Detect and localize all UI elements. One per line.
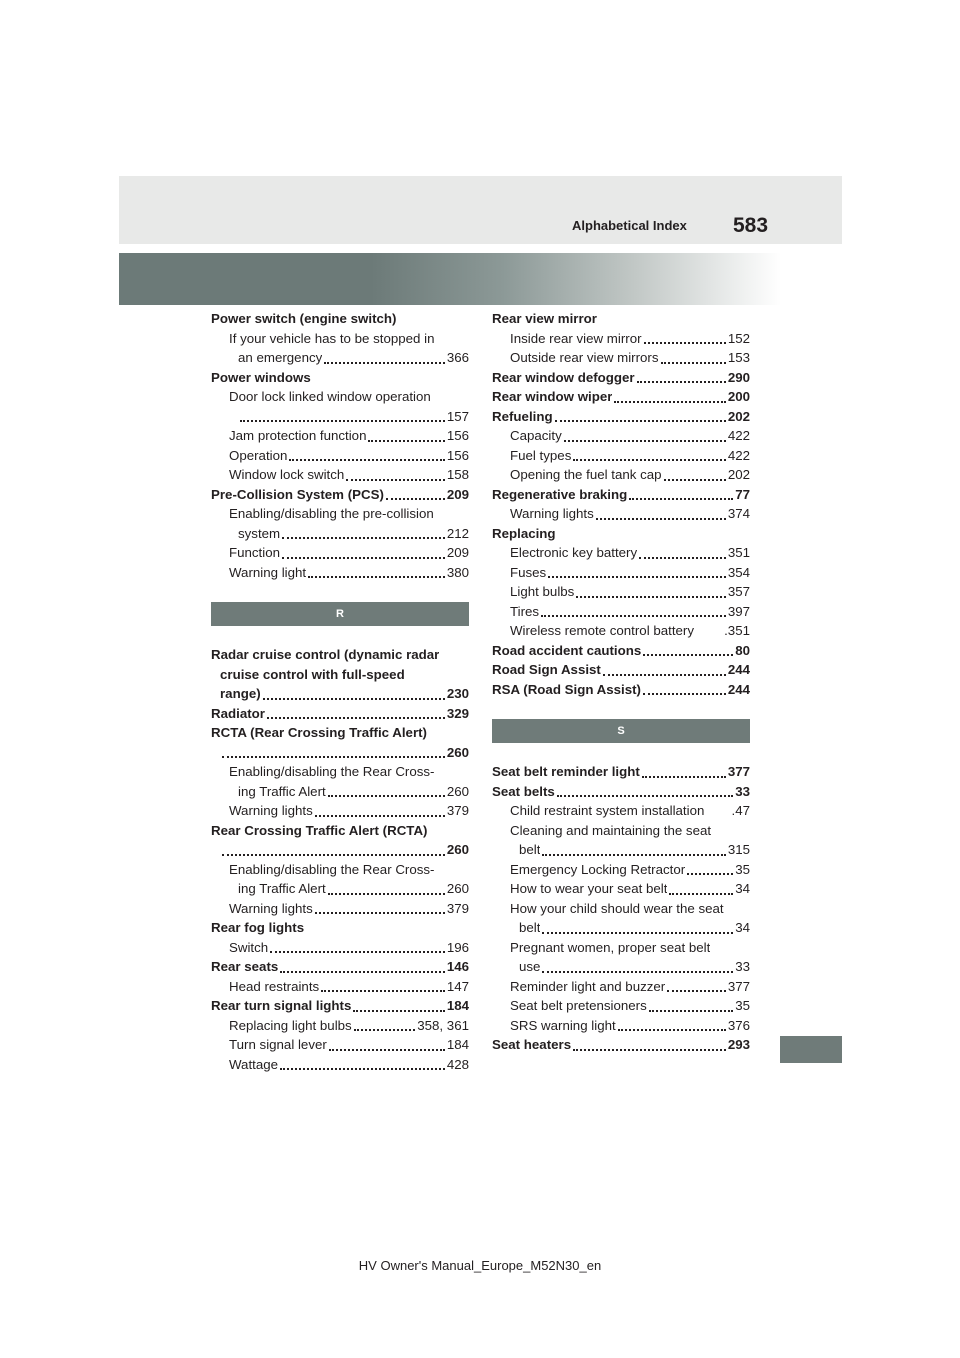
index-entry-label: Enabling/disabling the Rear Cross- bbox=[229, 861, 435, 877]
dot-leader bbox=[618, 1029, 726, 1031]
dot-leader bbox=[328, 795, 445, 797]
index-entry-label: Warning light bbox=[229, 564, 307, 580]
index-entry-page: 200 bbox=[727, 389, 750, 404]
dot-leader bbox=[542, 932, 733, 934]
index-entry-page: 34 bbox=[735, 920, 750, 935]
index-entry bbox=[211, 957, 469, 977]
index-entry-label: How your child should wear the seat bbox=[510, 900, 724, 916]
index-entry-label: Pregnant women, proper seat belt bbox=[510, 939, 711, 955]
index-entry bbox=[211, 387, 469, 407]
index-entry bbox=[211, 446, 469, 466]
dot-leader bbox=[368, 440, 444, 442]
index-entry-page: 377 bbox=[727, 978, 750, 994]
index-entry-label: Replacing light bulbs bbox=[229, 1017, 352, 1033]
index-entry-label: Rear view mirror bbox=[492, 311, 597, 326]
index-entry bbox=[492, 801, 750, 821]
section-title: Alphabetical Index bbox=[572, 218, 687, 233]
dot-leader bbox=[603, 674, 726, 676]
index-entry bbox=[211, 426, 469, 446]
dot-leader bbox=[664, 479, 726, 481]
index-entry-page: 329 bbox=[446, 705, 469, 721]
index-entry-page: 260 bbox=[446, 783, 469, 799]
index-entry-label: Rear fog lights bbox=[211, 920, 305, 935]
dot-leader bbox=[346, 479, 445, 481]
dot-leader bbox=[289, 459, 444, 461]
dot-leader bbox=[542, 971, 733, 973]
index-entry bbox=[492, 918, 750, 938]
index-entry-page: 366 bbox=[446, 350, 469, 365]
index-entry-label: belt bbox=[519, 920, 541, 935]
index-entry-page: 33 bbox=[735, 959, 750, 974]
index-entry bbox=[211, 782, 469, 802]
index-entry-page: 422 bbox=[727, 447, 750, 463]
index-entry-page: 377 bbox=[727, 764, 750, 779]
index-entry-label: cruise control with full-speed bbox=[220, 666, 405, 682]
index-entry bbox=[492, 899, 750, 919]
index-entry bbox=[492, 840, 750, 860]
dot-leader bbox=[576, 596, 725, 598]
index-entry-label: Function bbox=[229, 545, 280, 560]
index-entry bbox=[492, 680, 750, 700]
index-entry-label: Radiator bbox=[211, 705, 265, 721]
index-entry bbox=[211, 762, 469, 782]
index-entry bbox=[492, 821, 750, 841]
header-gradient-bar bbox=[119, 253, 781, 305]
dot-leader bbox=[649, 1010, 733, 1012]
index-entry bbox=[492, 524, 750, 544]
index-entry-page: 357 bbox=[727, 584, 750, 599]
index-entry-label: Window lock switch bbox=[229, 467, 345, 482]
index-entry-label: Rear turn signal lights bbox=[211, 998, 352, 1013]
index-entry-label: Rear seats bbox=[211, 959, 279, 974]
index-entry-label: an emergency bbox=[238, 350, 323, 365]
index-entry bbox=[211, 996, 469, 1016]
index-entry-label: Replacing bbox=[492, 525, 556, 541]
index-entry bbox=[492, 977, 750, 997]
index-entry bbox=[492, 329, 750, 349]
index-entry-page: 354 bbox=[727, 564, 750, 580]
index-entry-label: Seat heaters bbox=[492, 1037, 572, 1052]
index-entry-page: 380 bbox=[446, 564, 469, 580]
dot-leader bbox=[321, 990, 445, 992]
index-entry-page: 358, 361 bbox=[417, 1017, 469, 1033]
index-entry-label: ing Traffic Alert bbox=[238, 783, 326, 799]
index-entry bbox=[492, 426, 750, 446]
dot-leader bbox=[629, 498, 733, 500]
dot-leader bbox=[308, 576, 445, 578]
index-entry-label: RCTA (Rear Crossing Traffic Alert) bbox=[211, 725, 427, 740]
dot-leader bbox=[661, 362, 726, 364]
index-entry bbox=[492, 485, 750, 505]
index-entry-page: 184 bbox=[446, 1037, 469, 1052]
index-entry-label: Road accident cautions bbox=[492, 642, 642, 658]
index-entry bbox=[492, 621, 750, 641]
dot-leader bbox=[353, 1010, 444, 1012]
index-entry bbox=[492, 641, 750, 661]
index-entry-page: 428 bbox=[446, 1056, 469, 1072]
index-entry-label: Fuses bbox=[510, 564, 547, 580]
dot-leader bbox=[270, 951, 445, 953]
dot-leader bbox=[614, 401, 725, 403]
index-entry bbox=[211, 977, 469, 997]
index-entry-page: .351 bbox=[724, 623, 750, 638]
dot-leader bbox=[282, 537, 445, 539]
index-entry-page: 351 bbox=[727, 545, 750, 560]
index-entry-label: Radar cruise control (dynamic radar bbox=[211, 647, 440, 662]
index-entry-page: 379 bbox=[446, 803, 469, 818]
dot-leader bbox=[328, 893, 445, 895]
dot-leader bbox=[329, 1049, 445, 1051]
dot-leader bbox=[557, 795, 733, 797]
index-entry bbox=[211, 348, 469, 368]
index-entry-page: 290 bbox=[727, 369, 750, 385]
index-entry bbox=[211, 368, 469, 388]
dot-leader bbox=[354, 1029, 416, 1031]
index-entry-label: Outside rear view mirrors bbox=[510, 350, 659, 365]
dot-leader bbox=[267, 717, 445, 719]
index-entry bbox=[211, 309, 469, 329]
index-entry-label: If your vehicle has to be stopped in bbox=[229, 330, 435, 346]
dot-leader bbox=[280, 1068, 445, 1070]
index-entry-label: use bbox=[519, 959, 541, 974]
index-entry bbox=[211, 563, 469, 583]
index-entry-page: 33 bbox=[735, 783, 750, 799]
dot-leader bbox=[315, 815, 445, 817]
index-entry-label: Switch bbox=[229, 939, 269, 955]
index-entry bbox=[492, 582, 750, 602]
index-entry-label: Inside rear view mirror bbox=[510, 330, 642, 346]
dot-leader bbox=[564, 440, 726, 442]
index-entry-page: 35 bbox=[735, 998, 750, 1013]
index-entry-label: Light bulbs bbox=[510, 584, 575, 599]
index-entry bbox=[211, 723, 469, 743]
index-entry-label: Seat belts bbox=[492, 783, 555, 799]
index-entry bbox=[492, 957, 750, 977]
index-entry bbox=[492, 938, 750, 958]
index-entry-page: 293 bbox=[727, 1037, 750, 1052]
index-entry bbox=[492, 1035, 750, 1055]
index-entry-page: 146 bbox=[446, 959, 469, 974]
index-entry-page: 374 bbox=[727, 506, 750, 521]
index-entry bbox=[492, 762, 750, 782]
dot-leader bbox=[637, 381, 726, 383]
index-entry bbox=[211, 329, 469, 349]
index-entry bbox=[492, 602, 750, 622]
index-entry-label: Cleaning and maintaining the seat bbox=[510, 822, 712, 838]
dot-leader bbox=[573, 459, 725, 461]
dot-leader bbox=[669, 893, 733, 895]
index-entry-page: 202 bbox=[727, 408, 750, 424]
index-entry bbox=[492, 348, 750, 368]
index-entry-page: 184 bbox=[446, 998, 469, 1013]
index-entry bbox=[211, 407, 469, 427]
index-entry-label: Enabling/disabling the Rear Cross- bbox=[229, 764, 435, 779]
dot-leader bbox=[386, 498, 445, 500]
index-entry-label: ing Traffic Alert bbox=[238, 881, 326, 896]
index-entry-page: 315 bbox=[727, 842, 750, 857]
index-entry bbox=[211, 899, 469, 919]
index-entry-label: belt bbox=[519, 842, 541, 857]
index-entry bbox=[211, 645, 469, 665]
dot-leader bbox=[596, 518, 726, 520]
index-entry-label: Warning lights bbox=[229, 900, 313, 916]
index-entry bbox=[492, 860, 750, 880]
index-entry-page: 397 bbox=[727, 603, 750, 619]
index-entry-page: 34 bbox=[735, 881, 750, 896]
index-entry-label: Wattage bbox=[229, 1056, 279, 1072]
dot-leader bbox=[315, 912, 445, 914]
index-entry-page: 156 bbox=[446, 428, 469, 443]
index-entry bbox=[492, 996, 750, 1016]
index-entry bbox=[211, 465, 469, 485]
index-column-left bbox=[211, 309, 469, 1074]
index-entry-label: Enabling/disabling the pre-collision bbox=[229, 506, 434, 521]
dot-leader bbox=[644, 342, 726, 344]
index-entry-label: Turn signal lever bbox=[229, 1037, 327, 1052]
index-entry-page: 260 bbox=[446, 744, 469, 760]
index-entry bbox=[211, 1055, 469, 1075]
index-entry bbox=[211, 524, 469, 544]
dot-leader bbox=[642, 776, 726, 778]
index-entry-page: 244 bbox=[727, 662, 750, 677]
index-entry-label: Jam protection function bbox=[229, 428, 367, 443]
index-entry-page: 376 bbox=[727, 1017, 750, 1033]
index-entry bbox=[211, 665, 469, 685]
index-column-right bbox=[492, 309, 750, 1055]
index-entry-label: Rear window wiper bbox=[492, 389, 613, 404]
index-entry bbox=[492, 660, 750, 680]
index-entry-page: 157 bbox=[446, 408, 469, 424]
index-entry-label: Seat belt pretensioners bbox=[510, 998, 647, 1013]
footer-manual-id: HV Owner's Manual_Europe_M52N30_en bbox=[358, 1258, 602, 1273]
index-entry-label: SRS warning light bbox=[510, 1017, 616, 1033]
index-entry-page: 153 bbox=[727, 350, 750, 365]
index-entry bbox=[211, 743, 469, 763]
dot-leader bbox=[542, 854, 725, 856]
index-entry-page: 209 bbox=[446, 545, 469, 560]
index-entry-label: Emergency Locking Retractor bbox=[510, 861, 686, 877]
index-entry-label: Rear Crossing Traffic Alert (RCTA) bbox=[211, 822, 428, 838]
index-entry-page: 158 bbox=[446, 467, 469, 482]
index-entry bbox=[211, 485, 469, 505]
dot-leader bbox=[643, 654, 733, 656]
index-entry bbox=[211, 704, 469, 724]
index-entry-label: Reminder light and buzzer bbox=[510, 978, 666, 994]
index-entry-page: 244 bbox=[727, 681, 750, 697]
dot-leader bbox=[282, 557, 445, 559]
index-entry bbox=[492, 368, 750, 388]
index-entry-page: .47 bbox=[731, 803, 750, 818]
index-entry-page: 230 bbox=[446, 686, 469, 701]
index-entry-label: Opening the fuel tank cap bbox=[510, 467, 662, 482]
index-entry-page: 152 bbox=[727, 330, 750, 346]
index-entry bbox=[211, 801, 469, 821]
index-entry-page: 422 bbox=[727, 428, 750, 443]
dot-leader bbox=[240, 420, 445, 422]
index-entry-label: Pre-Collision System (PCS) bbox=[211, 486, 384, 502]
index-entry bbox=[211, 1035, 469, 1055]
index-entry-page: 209 bbox=[446, 486, 469, 502]
index-entry bbox=[492, 563, 750, 583]
index-entry bbox=[492, 387, 750, 407]
index-entry-label: system bbox=[238, 525, 281, 541]
index-entry-page: 77 bbox=[735, 486, 750, 502]
index-entry bbox=[492, 446, 750, 466]
dot-leader bbox=[555, 420, 726, 422]
index-entry-label: RSA (Road Sign Assist) bbox=[492, 681, 641, 697]
index-entry bbox=[211, 840, 469, 860]
index-entry-page: 147 bbox=[446, 978, 469, 994]
index-letter-header: R bbox=[211, 602, 469, 626]
index-entry-page: 202 bbox=[727, 467, 750, 482]
index-entry-page: 260 bbox=[446, 842, 469, 857]
dot-leader bbox=[573, 1049, 726, 1051]
index-entry bbox=[492, 465, 750, 485]
index-entry-label: Power switch (engine switch) bbox=[211, 311, 397, 326]
index-entry-page: 35 bbox=[735, 861, 750, 877]
index-entry bbox=[211, 504, 469, 524]
dot-leader bbox=[643, 693, 726, 695]
index-entry-label: Refueling bbox=[492, 408, 553, 424]
dot-leader bbox=[667, 990, 726, 992]
index-entry-label: Tires bbox=[510, 603, 540, 619]
dot-leader bbox=[324, 362, 445, 364]
index-entry bbox=[211, 543, 469, 563]
index-entry-label: Head restraints bbox=[229, 978, 320, 994]
index-entry bbox=[492, 782, 750, 802]
dot-leader bbox=[548, 576, 726, 578]
index-entry bbox=[492, 543, 750, 563]
index-entry bbox=[492, 879, 750, 899]
index-entry bbox=[211, 860, 469, 880]
index-entry-page: 196 bbox=[446, 939, 469, 955]
index-entry-label: How to wear your seat belt bbox=[510, 881, 668, 896]
index-entry-label: Regenerative braking bbox=[492, 486, 628, 502]
index-entry-label: Fuel types bbox=[510, 447, 572, 463]
index-entry bbox=[211, 821, 469, 841]
index-entry-label: Electronic key battery bbox=[510, 545, 638, 560]
index-entry-page: 212 bbox=[446, 525, 469, 541]
dot-leader bbox=[222, 756, 445, 758]
index-entry-label: range) bbox=[220, 686, 261, 701]
index-entry-label: Rear window defogger bbox=[492, 369, 635, 385]
index-entry-label: Power windows bbox=[211, 369, 311, 385]
index-letter-header: S bbox=[492, 719, 750, 743]
index-entry bbox=[492, 309, 750, 329]
index-entry-page: 156 bbox=[446, 447, 469, 463]
index-entry bbox=[211, 684, 469, 704]
index-entry-label: Seat belt reminder light bbox=[492, 764, 640, 779]
index-entry bbox=[492, 1016, 750, 1036]
index-entry-label: Road Sign Assist bbox=[492, 662, 601, 677]
index-entry-page: 379 bbox=[446, 900, 469, 916]
index-entry bbox=[211, 1016, 469, 1036]
index-entry bbox=[211, 938, 469, 958]
index-entry-page: 80 bbox=[735, 642, 750, 658]
index-entry bbox=[492, 407, 750, 427]
index-entry-label: Operation bbox=[229, 447, 288, 463]
dot-leader bbox=[263, 698, 445, 700]
index-entry-label: Child restraint system installation bbox=[510, 803, 705, 818]
index-entry bbox=[211, 879, 469, 899]
index-entry-page: 260 bbox=[446, 881, 469, 896]
page-number: 583 bbox=[733, 214, 769, 237]
index-entry bbox=[211, 918, 469, 938]
dot-leader bbox=[222, 854, 445, 856]
index-entry-label: Door lock linked window operation bbox=[229, 389, 431, 404]
thumb-index-tab bbox=[780, 1036, 842, 1063]
index-entry-label: Wireless remote control battery bbox=[510, 623, 695, 638]
dot-leader bbox=[541, 615, 726, 617]
index-entry-label: Warning lights bbox=[229, 803, 313, 818]
dot-leader bbox=[280, 971, 445, 973]
dot-leader bbox=[639, 557, 726, 559]
index-entry bbox=[492, 504, 750, 524]
index-entry-label: Warning lights bbox=[510, 506, 594, 521]
dot-leader bbox=[687, 873, 733, 875]
index-entry-label: Capacity bbox=[510, 428, 562, 443]
